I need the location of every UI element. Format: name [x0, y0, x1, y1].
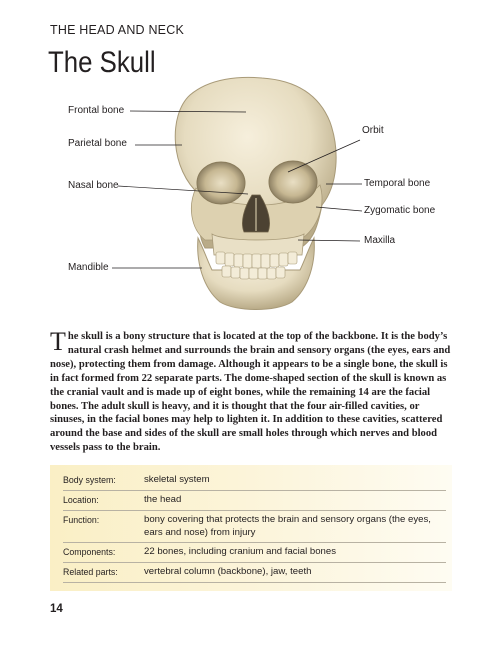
fact-key: Location:	[63, 491, 144, 511]
label-temporal-bone: Temporal bone	[364, 178, 431, 189]
fact-key: Body system:	[63, 471, 144, 491]
fact-value: vertebral column (backbone), jaw, teeth	[144, 563, 446, 583]
fact-panel	[50, 465, 452, 591]
label-parietal-bone: Parietal bone	[68, 138, 127, 149]
page-title: The Skull	[48, 46, 156, 79]
fact-row	[63, 543, 446, 563]
right-orbit	[269, 161, 317, 203]
left-orbit	[197, 162, 245, 204]
fact-key: Components:	[63, 543, 144, 563]
lower-teeth	[222, 266, 285, 279]
fact-row	[63, 563, 446, 583]
section-header: THE HEAD AND NECK	[50, 23, 184, 37]
fact-key: Function:	[63, 511, 144, 543]
label-mandible: Mandible	[68, 262, 109, 273]
label-frontal-bone: Frontal bone	[68, 105, 125, 116]
article-body	[50, 327, 452, 455]
page-number: 14	[50, 603, 63, 615]
fact-value: 22 bones, including cranium and facial bones	[144, 543, 446, 563]
fact-row	[63, 471, 446, 491]
fact-table	[63, 471, 446, 583]
upper-teeth	[216, 252, 297, 268]
fact-key: Related parts:	[63, 563, 144, 583]
label-maxilla: Maxilla	[364, 235, 396, 246]
fact-value: skeletal system	[144, 471, 446, 491]
fact-value: bony covering that protects the brain and sensory organs (the eyes, ears and nose) from injury	[144, 511, 446, 543]
label-zygomatic-bone: Zygomatic bone	[364, 205, 436, 216]
article-text: he skull is a bony structure that is located at the top of the backbone. It is the body’s natural crash helmet and surrounds the brain and sensory organs (the eyes, ears and nose), protecting them from damage. Although it appears to be a single bone, the skull is in fact formed from 22 separate parts. The dome-shaped section of the skull is known as the cranial vault and is made up of eight bones, while the remaining 14 are the facial bones. The adult skull is heavy, and it is thought that the four air-filled cavities, or sinuses, in the facial bones may help to lighten it. In addition to these cavities, scattered around the base and sides of the skull are small holes through which nerves and blood vessels pass to the brain.	[50, 331, 451, 454]
fact-row	[63, 511, 446, 543]
label-nasal-bone: Nasal bone	[68, 180, 119, 191]
fact-value: the head	[144, 491, 446, 511]
label-orbit: Orbit	[362, 125, 384, 136]
leader-zygomatic	[316, 207, 362, 211]
fact-row	[63, 491, 446, 511]
drop-cap: T	[50, 327, 66, 356]
